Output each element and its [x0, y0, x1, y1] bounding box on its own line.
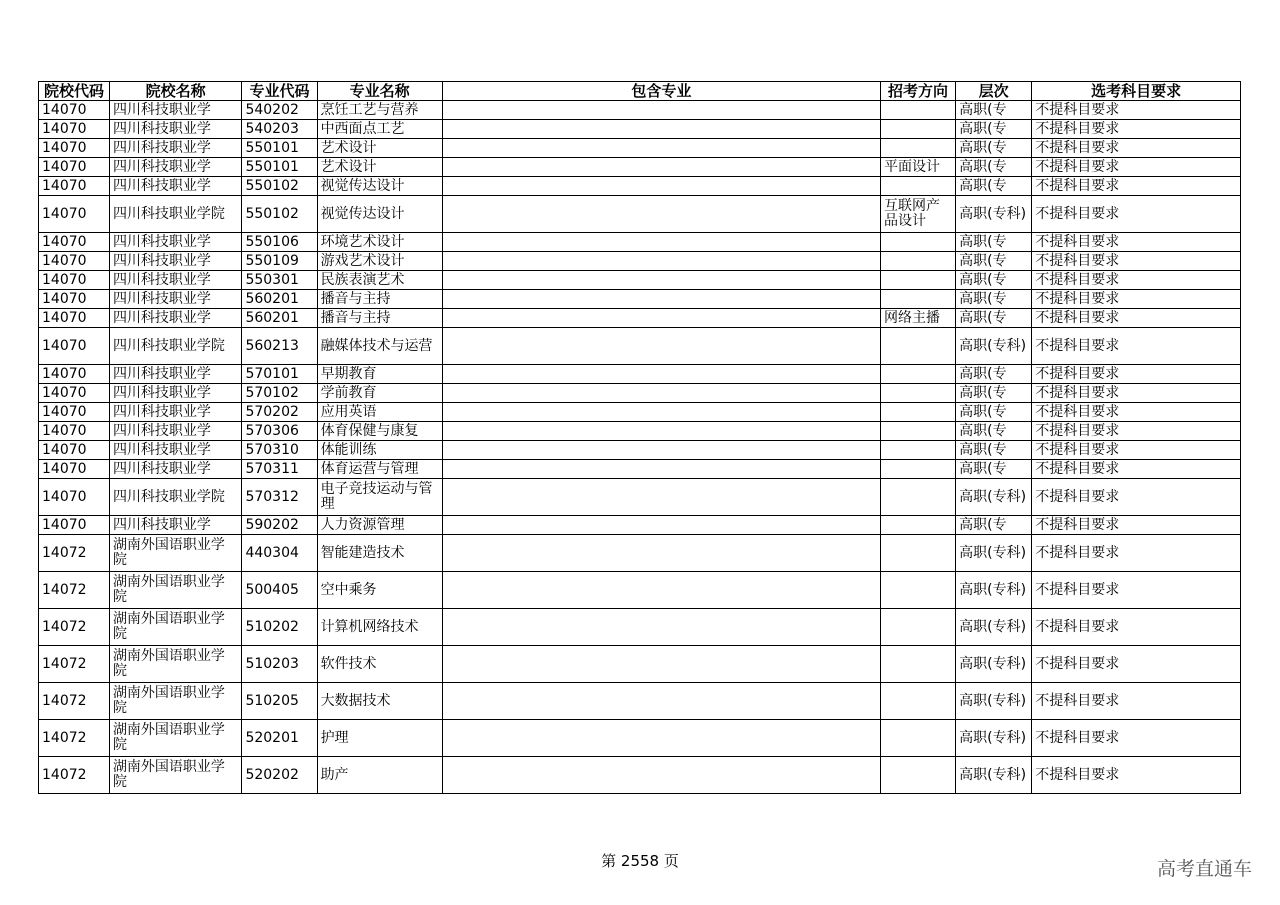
cell-direction: [880, 271, 955, 290]
cell-direction: [880, 422, 955, 441]
table-row: [39, 535, 1241, 572]
cell-subject-requirement: 不提科目要求: [1032, 441, 1241, 460]
cell-major-name: 民族表演艺术: [317, 271, 442, 290]
cell-major-code: 570310: [242, 441, 317, 460]
cell-level: 高职(专: [956, 403, 1032, 422]
cell-included-majors: [442, 384, 880, 403]
cell-school-code: 14070: [39, 177, 110, 196]
cell-subject-requirement: 不提科目要求: [1032, 309, 1241, 328]
cell-direction: [880, 365, 955, 384]
cell-subject-requirement: 不提科目要求: [1032, 233, 1241, 252]
cell-included-majors: [442, 290, 880, 309]
cell-major-code: 510202: [242, 609, 317, 646]
cell-subject-requirement: 不提科目要求: [1032, 609, 1241, 646]
table-row: [39, 441, 1241, 460]
cell-major-code: 550101: [242, 139, 317, 158]
cell-direction: 平面设计: [880, 158, 955, 177]
cell-school-name: 四川科技职业学院: [109, 479, 242, 516]
cell-direction: [880, 683, 955, 720]
cell-school-code: 14072: [39, 572, 110, 609]
cell-major-name: 空中乘务: [317, 572, 442, 609]
cell-level: 高职(专: [956, 101, 1032, 120]
cell-major-code: 540203: [242, 120, 317, 139]
cell-school-code: 14070: [39, 252, 110, 271]
cell-school-name: 四川科技职业学院: [109, 196, 242, 233]
table-row: [39, 309, 1241, 328]
cell-level: 高职(专: [956, 233, 1032, 252]
cell-direction: [880, 290, 955, 309]
cell-level: 高职(专: [956, 384, 1032, 403]
cell-school-code: 14072: [39, 646, 110, 683]
cell-school-code: 14070: [39, 196, 110, 233]
cell-included-majors: [442, 422, 880, 441]
cell-subject-requirement: 不提科目要求: [1032, 196, 1241, 233]
cell-major-name: 游戏艺术设计: [317, 252, 442, 271]
cell-included-majors: [442, 720, 880, 757]
cell-school-name: 四川科技职业学: [109, 158, 242, 177]
cell-direction: [880, 441, 955, 460]
cell-major-name: 智能建造技术: [317, 535, 442, 572]
cell-included-majors: [442, 101, 880, 120]
header-direction: 招考方向: [880, 82, 955, 101]
cell-direction: [880, 384, 955, 403]
cell-school-name: 湖南外国语职业学院: [109, 757, 242, 794]
cell-school-code: 14072: [39, 609, 110, 646]
cell-included-majors: [442, 252, 880, 271]
cell-direction: [880, 403, 955, 422]
table-row: [39, 290, 1241, 309]
cell-major-name: 助产: [317, 757, 442, 794]
cell-direction: [880, 101, 955, 120]
cell-subject-requirement: 不提科目要求: [1032, 403, 1241, 422]
cell-subject-requirement: 不提科目要求: [1032, 384, 1241, 403]
cell-school-name: 湖南外国语职业学院: [109, 535, 242, 572]
table-header-row: [39, 82, 1241, 101]
table-row: [39, 384, 1241, 403]
cell-level: 高职(专: [956, 158, 1032, 177]
cell-included-majors: [442, 271, 880, 290]
cell-subject-requirement: 不提科目要求: [1032, 139, 1241, 158]
cell-subject-requirement: 不提科目要求: [1032, 120, 1241, 139]
cell-included-majors: [442, 365, 880, 384]
cell-school-name: 四川科技职业学: [109, 139, 242, 158]
cell-level: 高职(专科): [956, 683, 1032, 720]
table-row: [39, 422, 1241, 441]
cell-direction: [880, 516, 955, 535]
cell-included-majors: [442, 460, 880, 479]
cell-level: 高职(专: [956, 460, 1032, 479]
cell-school-name: 四川科技职业学: [109, 309, 242, 328]
cell-school-code: 14070: [39, 309, 110, 328]
cell-school-code: 14070: [39, 158, 110, 177]
cell-included-majors: [442, 158, 880, 177]
cell-school-code: 14070: [39, 384, 110, 403]
cell-subject-requirement: 不提科目要求: [1032, 422, 1241, 441]
cell-major-name: 软件技术: [317, 646, 442, 683]
cell-level: 高职(专: [956, 290, 1032, 309]
cell-school-code: 14070: [39, 403, 110, 422]
cell-included-majors: [442, 233, 880, 252]
cell-level: 高职(专: [956, 441, 1032, 460]
cell-subject-requirement: 不提科目要求: [1032, 535, 1241, 572]
cell-included-majors: [442, 120, 880, 139]
table-row: [39, 328, 1241, 365]
table-row: [39, 365, 1241, 384]
cell-major-code: 570102: [242, 384, 317, 403]
cell-major-code: 500405: [242, 572, 317, 609]
cell-school-code: 14070: [39, 271, 110, 290]
header-included-majors: 包含专业: [442, 82, 880, 101]
cell-direction: 网络主播: [880, 309, 955, 328]
table-row: [39, 271, 1241, 290]
cell-school-name: 四川科技职业学: [109, 365, 242, 384]
cell-subject-requirement: 不提科目要求: [1032, 572, 1241, 609]
table-row: [39, 233, 1241, 252]
cell-major-code: 570101: [242, 365, 317, 384]
cell-included-majors: [442, 609, 880, 646]
cell-school-code: 14072: [39, 757, 110, 794]
cell-school-name: 湖南外国语职业学院: [109, 609, 242, 646]
table-row: [39, 101, 1241, 120]
cell-major-name: 播音与主持: [317, 290, 442, 309]
cell-major-code: 520202: [242, 757, 317, 794]
cell-subject-requirement: 不提科目要求: [1032, 516, 1241, 535]
cell-school-name: 四川科技职业学: [109, 441, 242, 460]
cell-school-name: 湖南外国语职业学院: [109, 572, 242, 609]
table-row: [39, 252, 1241, 271]
cell-included-majors: [442, 572, 880, 609]
cell-included-majors: [442, 646, 880, 683]
cell-included-majors: [442, 757, 880, 794]
cell-school-name: 四川科技职业学: [109, 460, 242, 479]
cell-level: 高职(专: [956, 120, 1032, 139]
cell-included-majors: [442, 177, 880, 196]
cell-included-majors: [442, 403, 880, 422]
cell-major-code: 510203: [242, 646, 317, 683]
cell-school-name: 四川科技职业学院: [109, 328, 242, 365]
cell-school-name: 四川科技职业学: [109, 271, 242, 290]
cell-major-code: 550106: [242, 233, 317, 252]
table-row: [39, 403, 1241, 422]
cell-included-majors: [442, 139, 880, 158]
table-row: [39, 683, 1241, 720]
cell-major-code: 510205: [242, 683, 317, 720]
cell-level: 高职(专: [956, 139, 1032, 158]
cell-major-name: 人力资源管理: [317, 516, 442, 535]
cell-major-name: 环境艺术设计: [317, 233, 442, 252]
table-body: [39, 101, 1241, 794]
cell-direction: [880, 139, 955, 158]
table-row: [39, 139, 1241, 158]
cell-major-code: 570306: [242, 422, 317, 441]
cell-major-name: 大数据技术: [317, 683, 442, 720]
cell-school-code: 14070: [39, 290, 110, 309]
cell-level: 高职(专科): [956, 646, 1032, 683]
table-row: [39, 609, 1241, 646]
cell-school-name: 四川科技职业学: [109, 177, 242, 196]
cell-direction: [880, 120, 955, 139]
cell-school-code: 14070: [39, 479, 110, 516]
cell-major-name: 计算机网络技术: [317, 609, 442, 646]
cell-direction: [880, 609, 955, 646]
cell-direction: [880, 757, 955, 794]
table-row: [39, 572, 1241, 609]
table-row: [39, 757, 1241, 794]
table-row: [39, 158, 1241, 177]
cell-subject-requirement: 不提科目要求: [1032, 720, 1241, 757]
cell-level: 高职(专科): [956, 535, 1032, 572]
cell-direction: [880, 460, 955, 479]
header-level: 层次: [956, 82, 1032, 101]
cell-school-name: 四川科技职业学: [109, 290, 242, 309]
cell-major-code: 570311: [242, 460, 317, 479]
cell-subject-requirement: 不提科目要求: [1032, 757, 1241, 794]
header-major-name: 专业名称: [317, 82, 442, 101]
cell-level: 高职(专: [956, 177, 1032, 196]
cell-level: 高职(专科): [956, 609, 1032, 646]
cell-school-code: 14070: [39, 120, 110, 139]
cell-direction: [880, 720, 955, 757]
cell-included-majors: [442, 309, 880, 328]
cell-included-majors: [442, 196, 880, 233]
cell-included-majors: [442, 479, 880, 516]
cell-subject-requirement: 不提科目要求: [1032, 460, 1241, 479]
cell-school-name: 四川科技职业学: [109, 233, 242, 252]
cell-major-code: 550101: [242, 158, 317, 177]
cell-school-code: 14070: [39, 139, 110, 158]
table-row: [39, 460, 1241, 479]
cell-school-code: 14072: [39, 535, 110, 572]
cell-major-name: 视觉传达设计: [317, 196, 442, 233]
cell-school-code: 14070: [39, 328, 110, 365]
cell-major-name: 早期教育: [317, 365, 442, 384]
cell-level: 高职(专科): [956, 196, 1032, 233]
cell-level: 高职(专科): [956, 328, 1032, 365]
cell-direction: [880, 479, 955, 516]
cell-level: 高职(专: [956, 422, 1032, 441]
table-row: [39, 196, 1241, 233]
cell-school-code: 14072: [39, 683, 110, 720]
cell-included-majors: [442, 328, 880, 365]
table-row: [39, 516, 1241, 535]
cell-major-name: 体能训练: [317, 441, 442, 460]
cell-direction: [880, 572, 955, 609]
watermark: 高考直通车: [1156, 858, 1252, 880]
cell-major-name: 艺术设计: [317, 158, 442, 177]
cell-major-name: 体育保健与康复: [317, 422, 442, 441]
cell-major-code: 560201: [242, 290, 317, 309]
cell-level: 高职(专科): [956, 479, 1032, 516]
cell-major-name: 体育运营与管理: [317, 460, 442, 479]
cell-school-name: 四川科技职业学: [109, 403, 242, 422]
cell-level: 高职(专科): [956, 757, 1032, 794]
cell-school-name: 湖南外国语职业学院: [109, 683, 242, 720]
cell-included-majors: [442, 535, 880, 572]
cell-major-code: 570312: [242, 479, 317, 516]
table-row: [39, 177, 1241, 196]
cell-subject-requirement: 不提科目要求: [1032, 646, 1241, 683]
cell-major-code: 520201: [242, 720, 317, 757]
cell-level: 高职(专: [956, 516, 1032, 535]
cell-included-majors: [442, 683, 880, 720]
cell-school-name: 四川科技职业学: [109, 422, 242, 441]
table-row: [39, 120, 1241, 139]
cell-level: 高职(专科): [956, 720, 1032, 757]
cell-direction: 互联网产品设计: [880, 196, 955, 233]
cell-major-code: 550102: [242, 196, 317, 233]
table-row: [39, 479, 1241, 516]
cell-major-code: 540202: [242, 101, 317, 120]
cell-school-name: 四川科技职业学: [109, 101, 242, 120]
cell-major-name: 中西面点工艺: [317, 120, 442, 139]
cell-school-code: 14070: [39, 441, 110, 460]
cell-level: 高职(专: [956, 252, 1032, 271]
cell-major-name: 视觉传达设计: [317, 177, 442, 196]
cell-major-name: 艺术设计: [317, 139, 442, 158]
admissions-table: [38, 81, 1241, 794]
page-number: 第 2558 页: [601, 852, 679, 870]
cell-subject-requirement: 不提科目要求: [1032, 328, 1241, 365]
cell-level: 高职(专: [956, 365, 1032, 384]
cell-school-code: 14070: [39, 365, 110, 384]
cell-major-code: 560201: [242, 309, 317, 328]
cell-major-name: 学前教育: [317, 384, 442, 403]
cell-school-name: 湖南外国语职业学院: [109, 720, 242, 757]
cell-school-name: 四川科技职业学: [109, 516, 242, 535]
header-subject-requirement: 选考科目要求: [1032, 82, 1241, 101]
cell-subject-requirement: 不提科目要求: [1032, 365, 1241, 384]
table-row: [39, 720, 1241, 757]
header-school-name: 院校名称: [109, 82, 242, 101]
cell-school-code: 14070: [39, 422, 110, 441]
cell-subject-requirement: 不提科目要求: [1032, 252, 1241, 271]
cell-direction: [880, 252, 955, 271]
cell-major-name: 护理: [317, 720, 442, 757]
cell-included-majors: [442, 441, 880, 460]
cell-school-name: 四川科技职业学: [109, 252, 242, 271]
table-row: [39, 646, 1241, 683]
cell-school-code: 14072: [39, 720, 110, 757]
cell-school-code: 14070: [39, 460, 110, 479]
cell-major-code: 550102: [242, 177, 317, 196]
header-major-code: 专业代码: [242, 82, 317, 101]
cell-major-name: 融媒体技术与运营: [317, 328, 442, 365]
cell-major-name: 播音与主持: [317, 309, 442, 328]
cell-school-name: 四川科技职业学: [109, 384, 242, 403]
cell-direction: [880, 177, 955, 196]
cell-major-code: 550301: [242, 271, 317, 290]
cell-subject-requirement: 不提科目要求: [1032, 177, 1241, 196]
cell-level: 高职(专科): [956, 572, 1032, 609]
cell-subject-requirement: 不提科目要求: [1032, 683, 1241, 720]
cell-major-name: 电子竞技运动与管理: [317, 479, 442, 516]
cell-included-majors: [442, 516, 880, 535]
cell-school-code: 14070: [39, 101, 110, 120]
cell-direction: [880, 328, 955, 365]
cell-major-code: 570202: [242, 403, 317, 422]
cell-subject-requirement: 不提科目要求: [1032, 290, 1241, 309]
cell-subject-requirement: 不提科目要求: [1032, 158, 1241, 177]
cell-major-code: 440304: [242, 535, 317, 572]
cell-school-code: 14070: [39, 516, 110, 535]
cell-level: 高职(专: [956, 309, 1032, 328]
cell-level: 高职(专: [956, 271, 1032, 290]
cell-major-code: 590202: [242, 516, 317, 535]
cell-school-name: 四川科技职业学: [109, 120, 242, 139]
cell-direction: [880, 646, 955, 683]
cell-major-code: 560213: [242, 328, 317, 365]
cell-subject-requirement: 不提科目要求: [1032, 479, 1241, 516]
header-school-code: 院校代码: [39, 82, 110, 101]
cell-school-name: 湖南外国语职业学院: [109, 646, 242, 683]
cell-major-name: 应用英语: [317, 403, 442, 422]
cell-subject-requirement: 不提科目要求: [1032, 101, 1241, 120]
cell-major-name: 烹饪工艺与营养: [317, 101, 442, 120]
cell-school-code: 14070: [39, 233, 110, 252]
cell-direction: [880, 535, 955, 572]
cell-major-code: 550109: [242, 252, 317, 271]
cell-direction: [880, 233, 955, 252]
cell-subject-requirement: 不提科目要求: [1032, 271, 1241, 290]
